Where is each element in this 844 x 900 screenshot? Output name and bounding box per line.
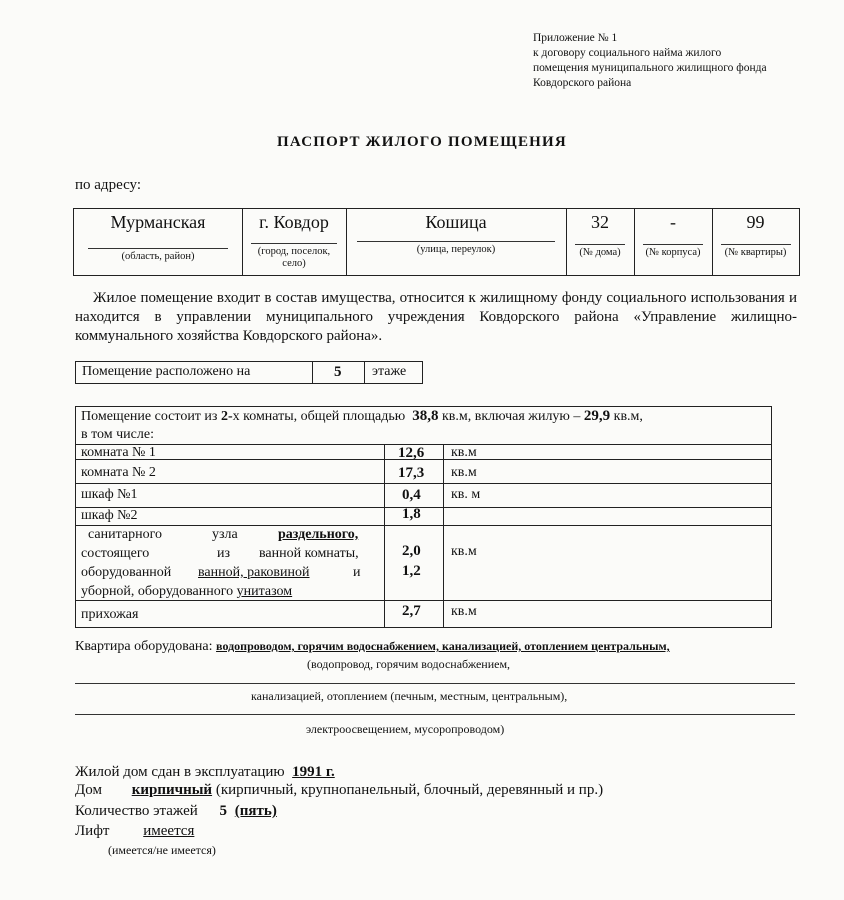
- sanitary-text: состоящего: [81, 546, 150, 561]
- region-caption: (область, район): [121, 251, 195, 262]
- equipment-line: [75, 639, 670, 655]
- equipment-value: водопроводом, горячим водоснабжением, канализацией, отоплением центральным,: [216, 639, 670, 653]
- city-value: г. Ковдор: [259, 212, 329, 232]
- floor-unit: этаже: [372, 364, 407, 379]
- rooms-text: в том числе:: [81, 427, 154, 442]
- sanitary-line-2: [81, 546, 378, 562]
- house-label: Дом: [75, 782, 102, 798]
- city-caption: (город, поселок, село): [257, 246, 331, 269]
- house-caption: (№ дома): [579, 247, 621, 258]
- sanitary-type: раздельного,: [278, 527, 359, 542]
- room-name: шкаф №1: [81, 487, 138, 502]
- house-type-line: [75, 782, 603, 799]
- equipment-label: Квартира оборудована:: [75, 639, 213, 654]
- appendix-line: к договору социального найма жилого: [533, 47, 722, 59]
- building-caption: (№ корпуса): [645, 247, 701, 258]
- rooms-summary: [81, 407, 769, 444]
- sanitary-equipment: ванной, раковиной: [198, 565, 310, 580]
- rooms-text: кв.м, включая жилую –: [441, 409, 581, 424]
- sanitary-text: и: [353, 565, 361, 580]
- floor-label: Помещение расположено на: [82, 364, 251, 379]
- rooms-text: х комнаты, общей площадью: [232, 409, 406, 424]
- room-area: 12,6: [398, 445, 425, 461]
- hall-unit: кв.м: [451, 604, 477, 619]
- room-count: 2-: [220, 409, 233, 424]
- house-value: 32: [591, 212, 609, 232]
- city-cell: [242, 209, 347, 275]
- floor-value: 5: [334, 364, 342, 380]
- ownership-paragraph: Жилое помещение входит в состав имущества, относится к жилищному фонду социального использования и находится в управлении муниципального учреждения Ковдорского района «Управление жилищно-коммунального хозяйства Ковдорского района».: [75, 290, 797, 344]
- room-name: комната № 2: [81, 465, 156, 480]
- rooms-table: [75, 406, 772, 628]
- rooms-text: кв.м,: [613, 409, 643, 424]
- house-caption: (кирпичный, крупнопанельный, блочный, деревянный и пр.): [215, 782, 604, 798]
- lift-caption: (имеется/не имеется): [108, 843, 216, 857]
- lift-line: [75, 823, 194, 840]
- floors-word: (пять): [234, 803, 277, 819]
- hall-area: 2,7: [402, 603, 421, 619]
- sanitary-equipment: унитазом: [236, 584, 293, 599]
- apartment-caption: (№ квартиры): [724, 247, 787, 258]
- equipment-caption-2: канализацией, отоплением (печным, местным, центральным),: [251, 689, 568, 703]
- total-area: 38,8: [412, 408, 439, 424]
- floors-value: 5: [219, 803, 228, 819]
- sanitary-text: санитарного: [88, 527, 162, 542]
- apartment-cell: [712, 209, 799, 275]
- appendix-line: Ковдорского района: [533, 77, 632, 89]
- region-value: Мурманская: [110, 212, 206, 232]
- living-area: 29,9: [583, 408, 611, 424]
- bathroom-area: 2,0: [402, 543, 421, 559]
- rooms-text: Помещение состоит из: [81, 409, 218, 424]
- floors-line: [75, 803, 277, 820]
- sanitary-text: уборной, оборудованного: [81, 584, 234, 599]
- street-caption: (улица, переулок): [416, 244, 496, 255]
- sanitary-unit: кв.м: [451, 544, 477, 559]
- room-unit: кв.м: [451, 465, 477, 480]
- commission-line: [75, 764, 335, 781]
- house-type: кирпичный: [131, 782, 213, 798]
- house-cell: [566, 209, 635, 275]
- equipment-caption-3: электроосвещением, мусоропроводом): [306, 722, 505, 736]
- room-name: комната № 1: [81, 445, 156, 460]
- address-label: по адресу:: [75, 177, 142, 193]
- building-cell: [634, 209, 713, 275]
- toilet-area: 1,2: [402, 563, 421, 579]
- sanitary-text: из: [217, 546, 231, 561]
- street-value: Кошица: [425, 212, 487, 232]
- room-area: 17,3: [398, 465, 425, 481]
- lift-value: имеется: [143, 823, 195, 839]
- room-area: 0,4: [402, 487, 421, 503]
- apartment-value: 99: [746, 212, 765, 232]
- appendix-line: помещения муниципального жилищного фонда: [533, 62, 767, 74]
- commission-label: Жилой дом сдан в эксплуатацию: [75, 764, 285, 780]
- floors-label: Количество этажей: [75, 803, 198, 819]
- room-unit: кв.м: [451, 445, 477, 460]
- document-title: ПАСПОРТ ЖИЛОГО ПОМЕЩЕНИЯ: [277, 134, 567, 150]
- floor-table: [75, 361, 423, 384]
- sanitary-text: узла: [212, 527, 238, 542]
- hall-name: прихожая: [81, 607, 139, 622]
- sanitary-text: оборудованной: [81, 565, 172, 580]
- appendix-note: [533, 31, 833, 91]
- room-unit: кв. м: [451, 487, 481, 502]
- street-cell: [346, 209, 567, 275]
- sanitary-text: ванной комнаты,: [259, 546, 359, 561]
- sanitary-line-4: [81, 584, 292, 600]
- sanitary-line-1: [88, 527, 378, 543]
- room-area: 1,8: [402, 506, 421, 522]
- address-table: [73, 208, 800, 276]
- appendix-line: Приложение № 1: [533, 32, 618, 44]
- building-value: -: [670, 212, 676, 232]
- region-cell: [74, 209, 243, 275]
- room-name: шкаф №2: [81, 508, 138, 523]
- sanitary-line-3: [81, 565, 378, 581]
- commission-year: 1991 г.: [292, 764, 335, 780]
- lift-label: Лифт: [75, 823, 110, 839]
- equipment-caption-1: (водопровод, горячим водоснабжением,: [307, 657, 511, 671]
